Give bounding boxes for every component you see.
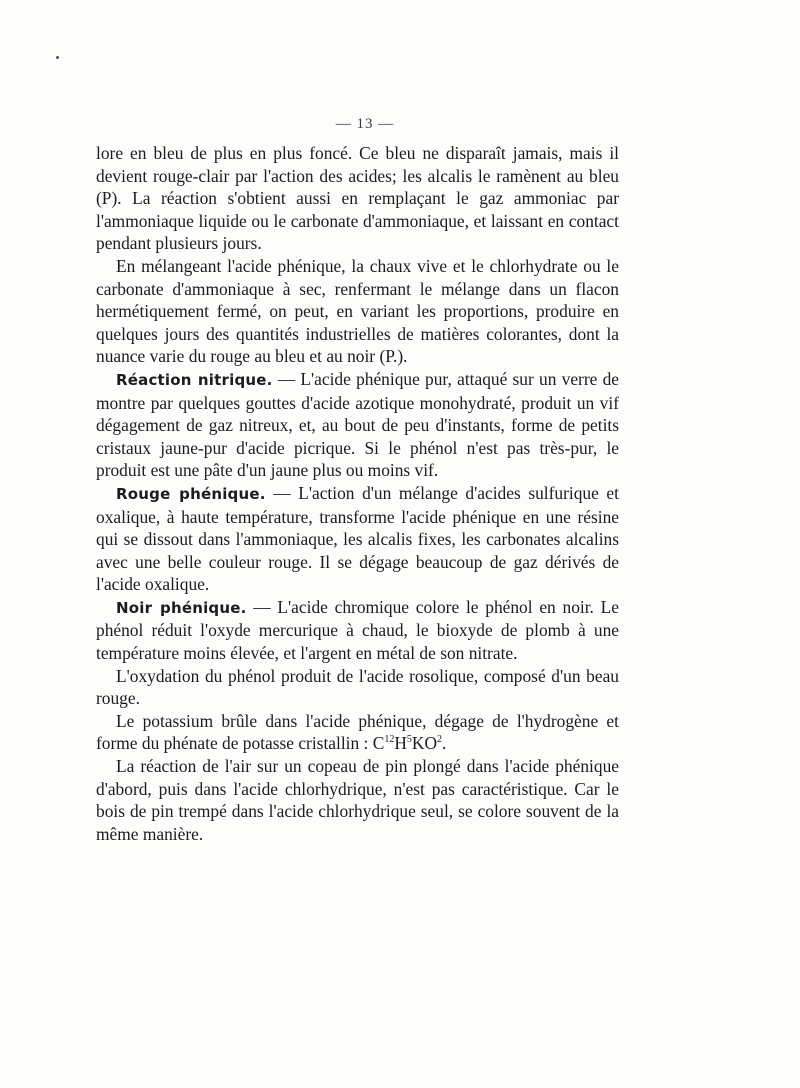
paragraph-oxydation (96, 665, 619, 710)
paragraph-text: Le potassium brûle dans l'acide phénique, dégage de l'hydrogène et forme du phénate de potasse cristallin : (96, 710, 619, 754)
paragraph-text: lore en bleu de plus en plus foncé. Ce bleu ne disparaît jamais, mais il devient rouge-clair par l'action des acides; les alcalis le ramènent au bleu (P). La réaction s'obtient aussi en remplaçant le gaz ammoniac par l'ammoniaque liquide ou le carbonate d'ammoniaque, et laissant en contact pendant plusieurs jours. (96, 143, 619, 254)
formula-ko: KO (411, 733, 438, 754)
paragraph-ammonia-mixture (96, 255, 619, 368)
paragraph-text: — L'action d'un mélange d'acides sulfurique et oxalique, à haute température, transforme l'acide phénique en une résine qui se dissout dans l'ammoniaque, les alcalis fixes, les carbonates alcalins avec une belle couleur rouge. Il se dégage beaucoup de gaz dérivés de l'acide oxalique. (96, 482, 619, 595)
paragraph-noir-phenique (96, 596, 619, 665)
paragraph-text: La réaction de l'air sur un copeau de pin plongé dans l'acide phénique d'abord, puis dans l'acide chlorhydrique, n'est pas caractéristique. Car le bois de pin trempé dans l'acide chlorhydrique seul, se colore souvent de la même manière. (96, 756, 619, 844)
paragraph-text: — L'acide chromique colore le phénol en noir. Le phénol réduit l'oxyde mercurique à chaud, le bioxyde de plomb à une température moins élevée, et l'argent en métal de son nitrate. (96, 596, 619, 664)
paragraph-text: L'oxydation du phénol produit de l'acide rosolique, composé d'un beau rouge. (96, 665, 619, 709)
formula-end: . (442, 733, 447, 754)
paragraph-copeau-pin (96, 755, 619, 845)
paragraph-reaction-nitrique (96, 368, 619, 482)
formula-c-count: 12 (384, 734, 395, 746)
formula-ko-count: 2 (437, 734, 443, 746)
paragraph-rouge-phenique (96, 482, 619, 596)
paragraph-text: — L'acide phénique pur, attaqué sur un verre de montre par quelques gouttes d'acide azotique monohydraté, produit un vif dégagement de gaz nitreux, et, au bout de peu d'instants, forme de petits cristaux jaune-pur d'acide picrique. Si le phénol n'est pas très-pur, le produit est une pâte d'un jaune plus ou moins vif. (96, 368, 619, 481)
page-speck (56, 56, 59, 59)
chemical-formula (373, 733, 447, 753)
paragraph-continuation (96, 142, 619, 255)
body-text (96, 142, 619, 845)
formula-h-count: 5 (406, 734, 412, 746)
section-heading: Réaction nitrique. (116, 370, 273, 389)
page-number: — 13 — (335, 116, 395, 132)
section-heading: Noir phénique. (116, 598, 247, 617)
paragraph-text: En mélangeant l'acide phénique, la chaux vive et le chlorhydrate ou le carbonate d'ammoniaque à sec, renfermant le mélange dans un flacon hermétiquement fermé, on peut, en variant les proportions, produire en quelques jours des quantités industrielles de matières colorantes, dont la nuance varie du rouge au bleu et au noir (P.). (96, 255, 619, 367)
paragraph-potassium (96, 710, 619, 755)
formula-c: C (372, 733, 385, 754)
section-heading: Rouge phénique. (116, 484, 266, 503)
formula-h: H (394, 733, 407, 754)
